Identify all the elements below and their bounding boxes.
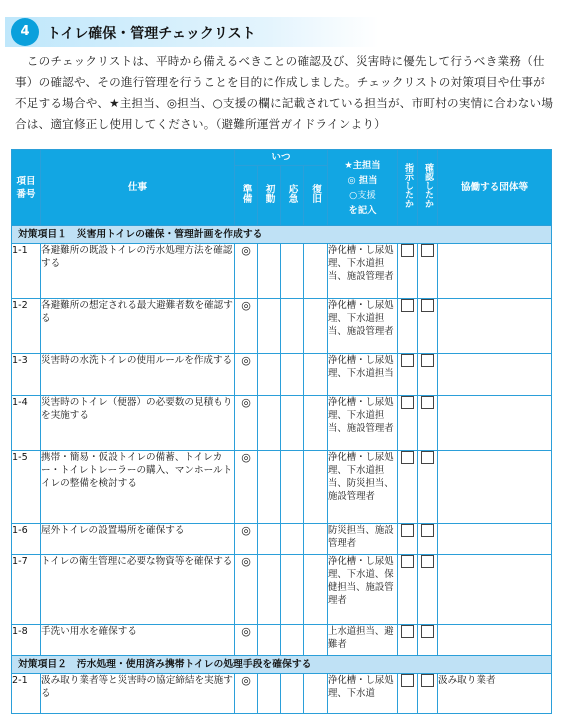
phase-emergency-mark <box>281 354 304 396</box>
phase-emergency-mark <box>281 674 304 714</box>
task-cell: 災害時のトイレ（便器）の必要数の見積もりを実施する <box>41 396 235 451</box>
confirmed-checkbox-cell[interactable] <box>418 244 438 299</box>
confirmed-checkbox[interactable] <box>421 524 434 537</box>
confirmed-checkbox[interactable] <box>421 555 434 568</box>
col-header-phase-recovery: 復旧 <box>304 166 328 226</box>
responsible-cell: 浄化槽・し尿処理、下水道担当、施設管理者 <box>328 299 398 354</box>
phase-initial-mark <box>258 524 281 555</box>
intro-paragraph: このチェックリストは、平時から備えるべきことの確認及び、災害時に優先して行うべき業務（仕事）の確認や、その進行管理を行うことを目的に作成しました。チェックリストの対策項目や仕事が不足する場合や、★主担当、◎担当、○支援の欄に記載されている担当が、市町村の実情に合わない場合は、適宜修正し使用してください。（避難所運営ガイドラインより） <box>15 54 554 131</box>
table-row <box>12 299 552 354</box>
section-row: 対策項目１ 災害用トイレの確保・管理計画を作成する <box>12 226 552 244</box>
item-id: 1-6 <box>12 524 41 555</box>
phase-recovery-mark <box>304 451 328 524</box>
confirmed-checkbox-cell[interactable] <box>418 451 438 524</box>
partner-cell <box>438 555 552 625</box>
instructed-checkbox[interactable] <box>401 451 414 464</box>
partner-cell <box>438 244 552 299</box>
instructed-checkbox-cell[interactable] <box>398 674 418 714</box>
responsible-cell: 浄化槽・し尿処理、下水道担当、施設管理者 <box>328 244 398 299</box>
instructed-checkbox-cell[interactable] <box>398 524 418 555</box>
instructed-checkbox[interactable] <box>401 625 414 638</box>
confirmed-checkbox-cell[interactable] <box>418 524 438 555</box>
confirmed-checkbox[interactable] <box>421 354 434 367</box>
phase-emergency-mark <box>281 625 304 656</box>
responsible-cell: 浄化槽・し尿処理、下水道担当 <box>328 354 398 396</box>
phase-prep-mark: ◎ <box>235 299 258 354</box>
confirmed-checkbox-cell[interactable] <box>418 555 438 625</box>
col-header-confirmed: 確認したか <box>418 150 438 226</box>
item-id: 1-1 <box>12 244 41 299</box>
phase-prep-mark: ◎ <box>235 451 258 524</box>
col-header-partners: 協働する団体等 <box>438 150 552 226</box>
confirmed-checkbox-cell[interactable] <box>418 354 438 396</box>
confirmed-checkbox[interactable] <box>421 625 434 638</box>
partner-cell <box>438 299 552 354</box>
confirmed-checkbox[interactable] <box>421 396 434 409</box>
checklist-table <box>11 149 552 714</box>
instructed-checkbox[interactable] <box>401 555 414 568</box>
col-header-responsible: ★主担当 ◎ 担当 ○支援 を記入 <box>328 150 398 226</box>
instructed-checkbox[interactable] <box>401 299 414 312</box>
col-header-phase-initial: 初動 <box>258 166 281 226</box>
phase-recovery-mark <box>304 396 328 451</box>
phase-initial-mark <box>258 396 281 451</box>
confirmed-checkbox-cell[interactable] <box>418 674 438 714</box>
task-cell: 各避難所の想定される最大避難者数を確認する <box>41 299 235 354</box>
instructed-checkbox-cell[interactable] <box>398 451 418 524</box>
phase-recovery-mark <box>304 244 328 299</box>
partner-cell <box>438 396 552 451</box>
task-cell: トイレの衛生管理に必要な物資等を確保する <box>41 555 235 625</box>
phase-initial-mark <box>258 674 281 714</box>
col-header-instructed: 指示したか <box>398 150 418 226</box>
col-header-phase-emergency: 応急 <box>281 166 304 226</box>
confirmed-checkbox-cell[interactable] <box>418 299 438 354</box>
partner-cell <box>438 524 552 555</box>
instructed-checkbox-cell[interactable] <box>398 396 418 451</box>
confirmed-checkbox[interactable] <box>421 244 434 257</box>
phase-recovery-mark <box>304 625 328 656</box>
task-cell: 手洗い用水を確保する <box>41 625 235 656</box>
confirmed-checkbox-cell[interactable] <box>418 396 438 451</box>
item-id: 1-5 <box>12 451 41 524</box>
phase-recovery-mark <box>304 674 328 714</box>
phase-prep-mark: ◎ <box>235 354 258 396</box>
table-row <box>12 524 552 555</box>
task-cell: 災害時の水洗トイレの使用ルールを作成する <box>41 354 235 396</box>
item-id: 1-2 <box>12 299 41 354</box>
item-id: 1-3 <box>12 354 41 396</box>
task-cell: 屋外トイレの設置場所を確保する <box>41 524 235 555</box>
responsible-cell: 浄化槽・し尿処理、下水道、保健担当、施設管理者 <box>328 555 398 625</box>
col-header-item-no: 項目番号 <box>12 150 41 226</box>
partner-cell <box>438 354 552 396</box>
section-row: 対策項目２ 汚水処理・使用済み携帯トイレの処理手段を確保する <box>12 656 552 674</box>
phase-prep-mark: ◎ <box>235 625 258 656</box>
phase-emergency-mark <box>281 244 304 299</box>
responsible-cell: 上水道担当、避難者 <box>328 625 398 656</box>
phase-initial-mark <box>258 244 281 299</box>
phase-prep-mark: ◎ <box>235 244 258 299</box>
instructed-checkbox-cell[interactable] <box>398 299 418 354</box>
table-row <box>12 674 552 714</box>
phase-recovery-mark <box>304 524 328 555</box>
phase-initial-mark <box>258 299 281 354</box>
phase-recovery-mark <box>304 555 328 625</box>
phase-initial-mark <box>258 625 281 656</box>
item-id: 1-8 <box>12 625 41 656</box>
phase-recovery-mark <box>304 299 328 354</box>
instructed-checkbox[interactable] <box>401 674 414 687</box>
phase-initial-mark <box>258 354 281 396</box>
page-title: トイレ確保・管理チェックリスト <box>47 26 256 42</box>
item-id: 2-1 <box>12 674 41 714</box>
task-cell: 汲み取り業者等と災害時の協定締結を実施する <box>41 674 235 714</box>
instructed-checkbox-cell[interactable] <box>398 555 418 625</box>
table-row <box>12 244 552 299</box>
instructed-checkbox[interactable] <box>401 244 414 257</box>
confirmed-checkbox[interactable] <box>421 299 434 312</box>
item-id: 1-4 <box>12 396 41 451</box>
phase-recovery-mark <box>304 354 328 396</box>
partner-cell <box>438 451 552 524</box>
phase-initial-mark <box>258 451 281 524</box>
section-number-badge: 4 <box>11 18 39 46</box>
instructed-checkbox-cell[interactable] <box>398 244 418 299</box>
phase-prep-mark: ◎ <box>235 674 258 714</box>
phase-prep-mark: ◎ <box>235 396 258 451</box>
phase-emergency-mark <box>281 555 304 625</box>
table-row <box>12 354 552 396</box>
phase-prep-mark: ◎ <box>235 524 258 555</box>
responsible-cell: 防災担当、施設管理者 <box>328 524 398 555</box>
section-header <box>5 17 379 47</box>
col-header-phase-prep: 準備 <box>235 166 258 226</box>
table-row <box>12 625 552 656</box>
partner-cell <box>438 625 552 656</box>
responsible-cell: 浄化槽・し尿処理、下水道 <box>328 674 398 714</box>
instructed-checkbox-cell[interactable] <box>398 625 418 656</box>
col-header-task: 仕事 <box>41 150 235 226</box>
table-row <box>12 555 552 625</box>
task-cell: 各避難所の既設トイレの汚水処理方法を確認する <box>41 244 235 299</box>
phase-initial-mark <box>258 555 281 625</box>
table-row <box>12 396 552 451</box>
instructed-checkbox[interactable] <box>401 396 414 409</box>
partner-cell: 汲み取り業者 <box>438 674 552 714</box>
item-id: 1-7 <box>12 555 41 625</box>
responsible-cell: 浄化槽・し尿処理、下水道担当、防災担当、施設管理者 <box>328 451 398 524</box>
col-header-when: いつ <box>235 150 328 166</box>
phase-prep-mark: ◎ <box>235 555 258 625</box>
task-cell: 携帯・簡易・仮設トイレの備蓄、トイレカー・トイレトレーラーの購入、マンホールトイレの整備を検討する <box>41 451 235 524</box>
confirmed-checkbox[interactable] <box>421 674 434 687</box>
responsible-cell: 浄化槽・し尿処理、下水道担当、施設管理者 <box>328 396 398 451</box>
phase-emergency-mark <box>281 299 304 354</box>
phase-emergency-mark <box>281 396 304 451</box>
phase-emergency-mark <box>281 451 304 524</box>
instructed-checkbox[interactable] <box>401 354 414 367</box>
confirmed-checkbox[interactable] <box>421 451 434 464</box>
phase-emergency-mark <box>281 524 304 555</box>
instructed-checkbox-cell[interactable] <box>398 354 418 396</box>
table-row <box>12 451 552 524</box>
instructed-checkbox[interactable] <box>401 524 414 537</box>
confirmed-checkbox-cell[interactable] <box>418 625 438 656</box>
